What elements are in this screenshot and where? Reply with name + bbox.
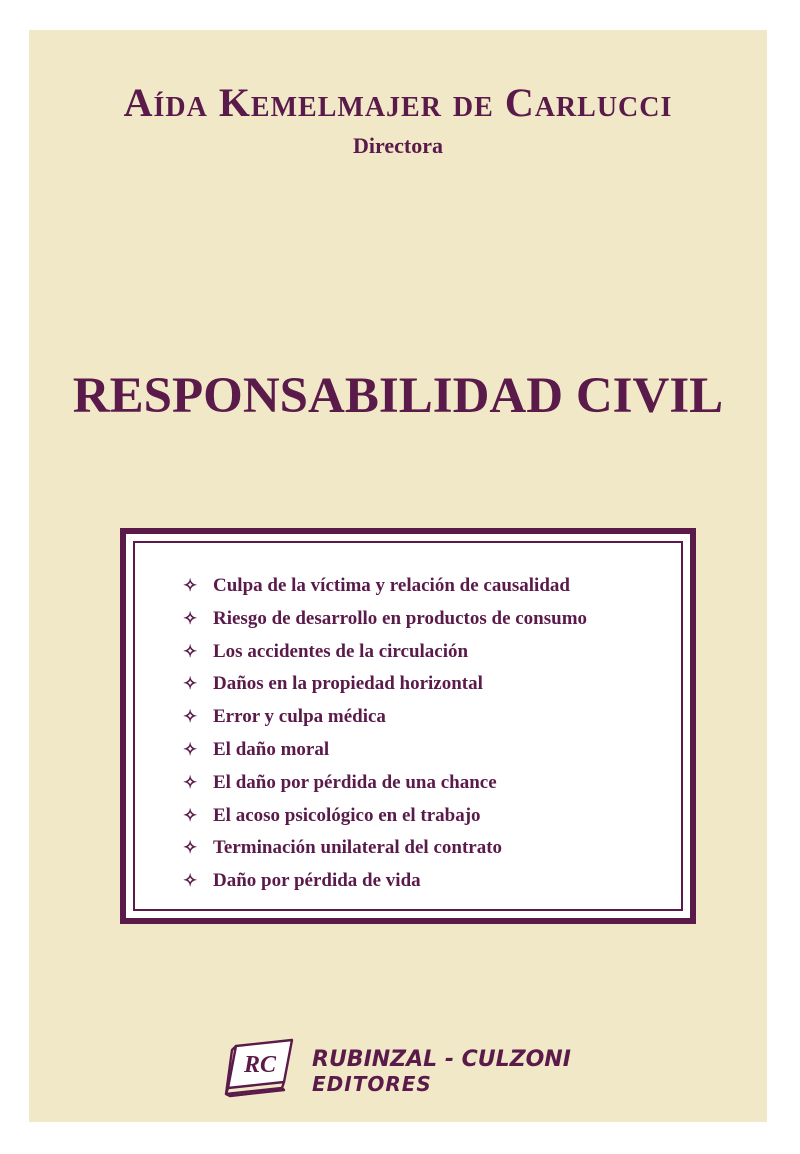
diamond-star-icon: ✧ [183,674,198,694]
diamond-star-icon: ✧ [183,838,198,858]
book-cover [29,30,767,1122]
topic-item [183,571,587,604]
diamond-star-icon: ✧ [183,576,198,595]
publisher-block [222,1038,582,1098]
publisher-name: RUBINZAL - CULZONI [312,1047,571,1072]
book-rc-logo-icon [222,1038,304,1098]
diamond-star-icon: ✧ [183,707,198,727]
diamond-star-icon: ✧ [183,805,198,825]
topic-item [183,801,587,834]
topic-item [183,702,587,735]
topic-item [183,833,587,866]
topic-label: Daños en la propiedad horizontal [213,673,483,695]
topic-item [183,669,587,702]
topic-label: El daño por pérdida de una chance [213,771,497,793]
topic-item [183,735,587,768]
topic-item [183,637,587,670]
topic-label: El acoso psicológico en el trabajo [213,804,481,826]
topic-label: Error y culpa médica [213,706,386,728]
diamond-star-icon: ✧ [183,608,198,628]
topic-item [183,604,587,637]
publisher-subtitle: EDITORES [312,1072,432,1096]
topic-item [183,866,587,899]
diamond-star-icon: ✧ [183,641,198,661]
topic-label: Los accidentes de la circulación [213,640,469,662]
author-name: Aída Kemelmajer de Carlucci [123,80,673,125]
diamond-star-icon: ✧ [183,739,198,759]
diamond-star-icon: ✧ [183,772,198,792]
book-title: RESPONSABILIDAD CIVIL [72,368,724,424]
topic-label: El daño moral [213,738,330,760]
topic-label: Terminación unilateral del contrato [213,837,503,859]
diamond-star-icon: ✧ [183,871,198,891]
topic-label: Riesgo de desarrollo en productos de consumo [213,607,588,629]
topics-frame [120,528,696,924]
topic-item [183,768,587,801]
topic-label: Daño por pérdida de vida [213,870,421,892]
topic-label: Culpa de la víctima y relación de causalidad [213,575,570,596]
topics-frame-inner [133,541,683,911]
author-role: Directora [353,133,443,158]
logo-letters: RC [243,1052,277,1078]
topics-list [183,571,587,899]
